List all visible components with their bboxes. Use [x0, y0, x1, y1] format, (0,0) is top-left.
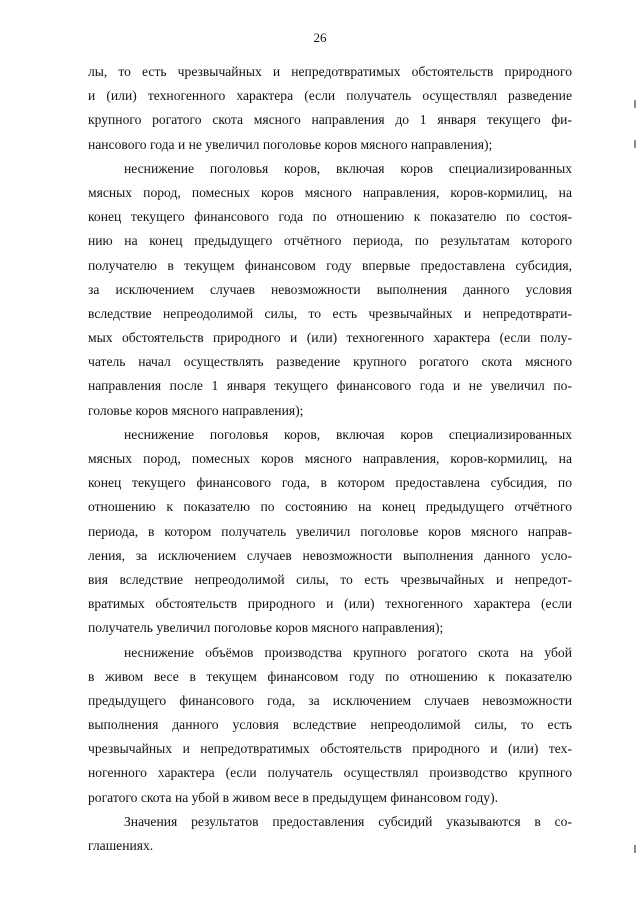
text-line: получателю в текущем финансовом году впервые предоставлена субсидия,: [88, 257, 572, 273]
text-line: направления после 1 января текущего финансового года и не увеличил по-: [88, 378, 572, 394]
text-line: головье коров мясного направления);: [88, 402, 304, 418]
text-line: чрезвычайных и непредотвратимых обстоятельств природного и (или) тех-: [88, 741, 572, 757]
text-line: нансового года и не увеличил поголовье коров мясного направления);: [88, 136, 493, 152]
paragraph-4: [88, 641, 572, 810]
text-line: Значения результатов предоставления субсидий указываются в со-: [124, 813, 572, 829]
text-line: вратимых обстоятельств природного и (или) техногенного характера (если: [88, 596, 572, 612]
text-line: периода, в котором получатель увеличил поголовье коров мясного направ-: [88, 523, 572, 539]
text-line: мясных пород, помесных коров мясного направления, коров-кормилиц, на: [88, 451, 572, 466]
scan-edge-mark: [634, 100, 636, 108]
document-body: [88, 60, 572, 858]
text-line: рогатого скота на убой в живом весе в предыдущем финансовом году).: [88, 789, 498, 805]
page-number: 26: [313, 30, 327, 45]
text-line: лы, то есть чрезвычайных и непредотвратимых обстоятельств природного: [88, 64, 572, 79]
text-line: вия вследствие непреодолимой силы, то есть чрезвычайных и непредот-: [88, 571, 572, 587]
paragraph-5: [88, 810, 572, 858]
text-line: отношению к показателю по состоянию на конец предыдущего отчётного: [88, 499, 572, 515]
text-line: крупного рогатого скота мясного направления до 1 января текущего фи-: [88, 112, 572, 128]
text-line: вследствие непреодолимой силы, то есть чрезвычайных и непредотврати-: [88, 305, 572, 321]
text-line: выполнения данного условия вследствие непреодолимой силы, то есть: [88, 717, 572, 733]
text-line: ногенного характера (если получатель осуществлял производство крупного: [88, 765, 572, 781]
text-line: ления, за исключением случаев невозможности выполнения данного усло-: [88, 547, 572, 563]
text-line: неснижение объёмов производства крупного рогатого скота на убой: [124, 644, 572, 660]
text-line: в живом весе в текущем финансовом году по отношению к показателю: [88, 668, 572, 684]
text-line: получатель увеличил поголовье коров мясного направления);: [88, 620, 444, 636]
text-line: нию на конец предыдущего отчётного периода, по результатам которого: [88, 233, 572, 249]
text-line: неснижение поголовья коров, включая коров специализированных: [124, 426, 572, 442]
text-line: за исключением случаев невозможности выполнения данного условия: [88, 281, 572, 297]
scan-edge-mark: [634, 845, 636, 853]
text-line: мясных пород, помесных коров мясного направления, коров-кормилиц, на: [88, 184, 572, 200]
text-line: чатель начал осуществлять разведение крупного рогатого скота мясного: [88, 354, 572, 370]
text-line: конец текущего финансового года, в котором предоставлена субсидия, по: [88, 475, 572, 491]
scan-edge-mark: [634, 140, 636, 148]
text-line: мых обстоятельств природного и (или) техногенного характера (если полу-: [88, 330, 572, 346]
text-line: глашениях.: [88, 838, 154, 853]
text-line: и (или) техногенного характера (если получатель осуществлял разведение: [88, 88, 572, 104]
paragraph-2: [88, 157, 572, 423]
paragraph-3: [88, 423, 572, 641]
text-line: предыдущего финансового года, за исключением случаев невозможности: [88, 692, 572, 708]
text-line: неснижение поголовья коров, включая коров специализированных: [124, 160, 572, 176]
text-line: конец текущего финансового года по отношению к показателю по состоя-: [88, 209, 572, 225]
paragraph-1: [88, 60, 572, 157]
